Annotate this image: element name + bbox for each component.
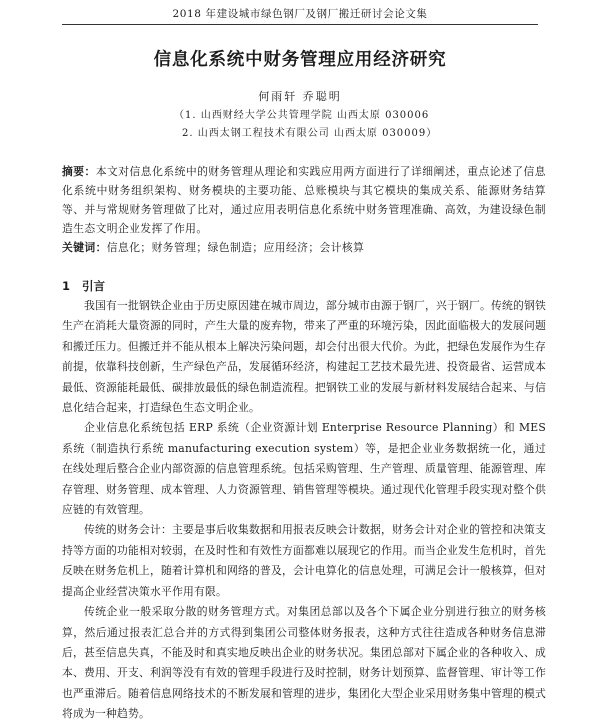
section-heading (62, 278, 117, 294)
body-text (62, 296, 546, 725)
keywords-label: 关键词： (62, 241, 107, 254)
paragraph-1: 我国有一批钢铁企业由于历史原因建在城市周边，部分城市由源于钢厂，兴于钢厂。传统的钢铁生产在消耗大量资源的同时，产生大量的废弃物，带来了严重的环境污染，因此面临极大的发展问题和搬迁压力。但搬迁并不能从根本上解决污染问题，却会付出很大代价。为此，把绿色发展作为生存前提，依靠科技创新，生产绿色产品，发展循环经济，构建起工艺技术最先进、投资最省、运营成本最低、资源能耗最低、碳排放最低的绿色制造流程。把钢铁工业的发展与新材料发展结合起来、与信息化结合起来，打造绿色生态文明企业。 (62, 299, 546, 415)
paragraph-2: 企业信息化系统包括 ERP 系统（企业资源计划 Enterprise Resource Planning）和 MES 系统（制造执行系统 manufacturing execution system）等，是把企业业务数据统一化，通过在线处理后整合企业内部资源的信息管理系统。包括采购管理、生产管理、质量管理、能源管理、库存管理、财务管理、成本管理、人力资源管理、销售管理等模块。通过现代化管理手段实现对整个供应链的有效管理。 (62, 421, 546, 517)
header-rule (62, 24, 538, 25)
paper-title: 信息化系统中财务管理应用经济研究 (153, 50, 447, 70)
affiliation-1: （1. 山西财经大学公共管理学院 山西太原 030006 (174, 110, 430, 121)
keywords-text: 信息化；财务管理；绿色制造；应用经济；会计核算 (106, 241, 365, 254)
affiliation-2: 2. 山西太钢工程技术有限公司 山西太原 030009） (182, 128, 438, 139)
keywords (62, 238, 546, 257)
abstract-text: 本文对信息化系统中的财务管理从理论和实践应用两方面进行了详细阐述，重点论述了信息化系统中财务组织架构、财务模块的主要功能、总账模块与其它模块的集成关系、能源财务结算等、并与常规财务管理做了比对，通过应用表明信息化系统中财务管理准确、高效，为建设绿色制造生态文明企业发挥了作用。 (62, 165, 547, 235)
running-head: 2018 年建设城市绿色钢厂及钢厂搬迁研讨会论文集 (172, 8, 428, 20)
paragraph-4: 传统企业一般采取分散的财务管理方式。对集团总部以及各个下属企业分别进行独立的财务核算，然后通过报表汇总合并的方式得到集团公司整体财务报表，这种方式往往造成各种财务信息滞后，甚至信息失真，不能及时和真实地反映出企业的财务状况。集团总部对下属企业的各种收入、成本、费用、开支、利润等没有有效的管理手段进行及时控制，财务计划预算、监督管理、审计等工作也严重滞后。随着信息网络技术的不断发展和管理的进步，集团化大型企业采用财务集中管理的模式将成为一种趋势。 (62, 605, 546, 721)
paragraph-3: 传统的财务会计：主要是事后收集数据和用报表反映会计数据，财务会计对企业的管控和决策支持等方面的功能相对较弱，在及时性和有效性方面都难以展现它的作用。而当企业发生危机时，首先反映在财务危机上，随着计算机和网络的普及，会计电算化的信息处理，可满足会计一般核算，但对提高企业经营决策水平作用有限。 (62, 523, 546, 598)
section-number: 1 (62, 279, 71, 293)
abstract (62, 162, 546, 238)
author-names: 何雨轩 乔聪明 (258, 90, 342, 103)
section-title: 引言 (82, 279, 106, 293)
abstract-label: 摘要： (62, 165, 96, 178)
